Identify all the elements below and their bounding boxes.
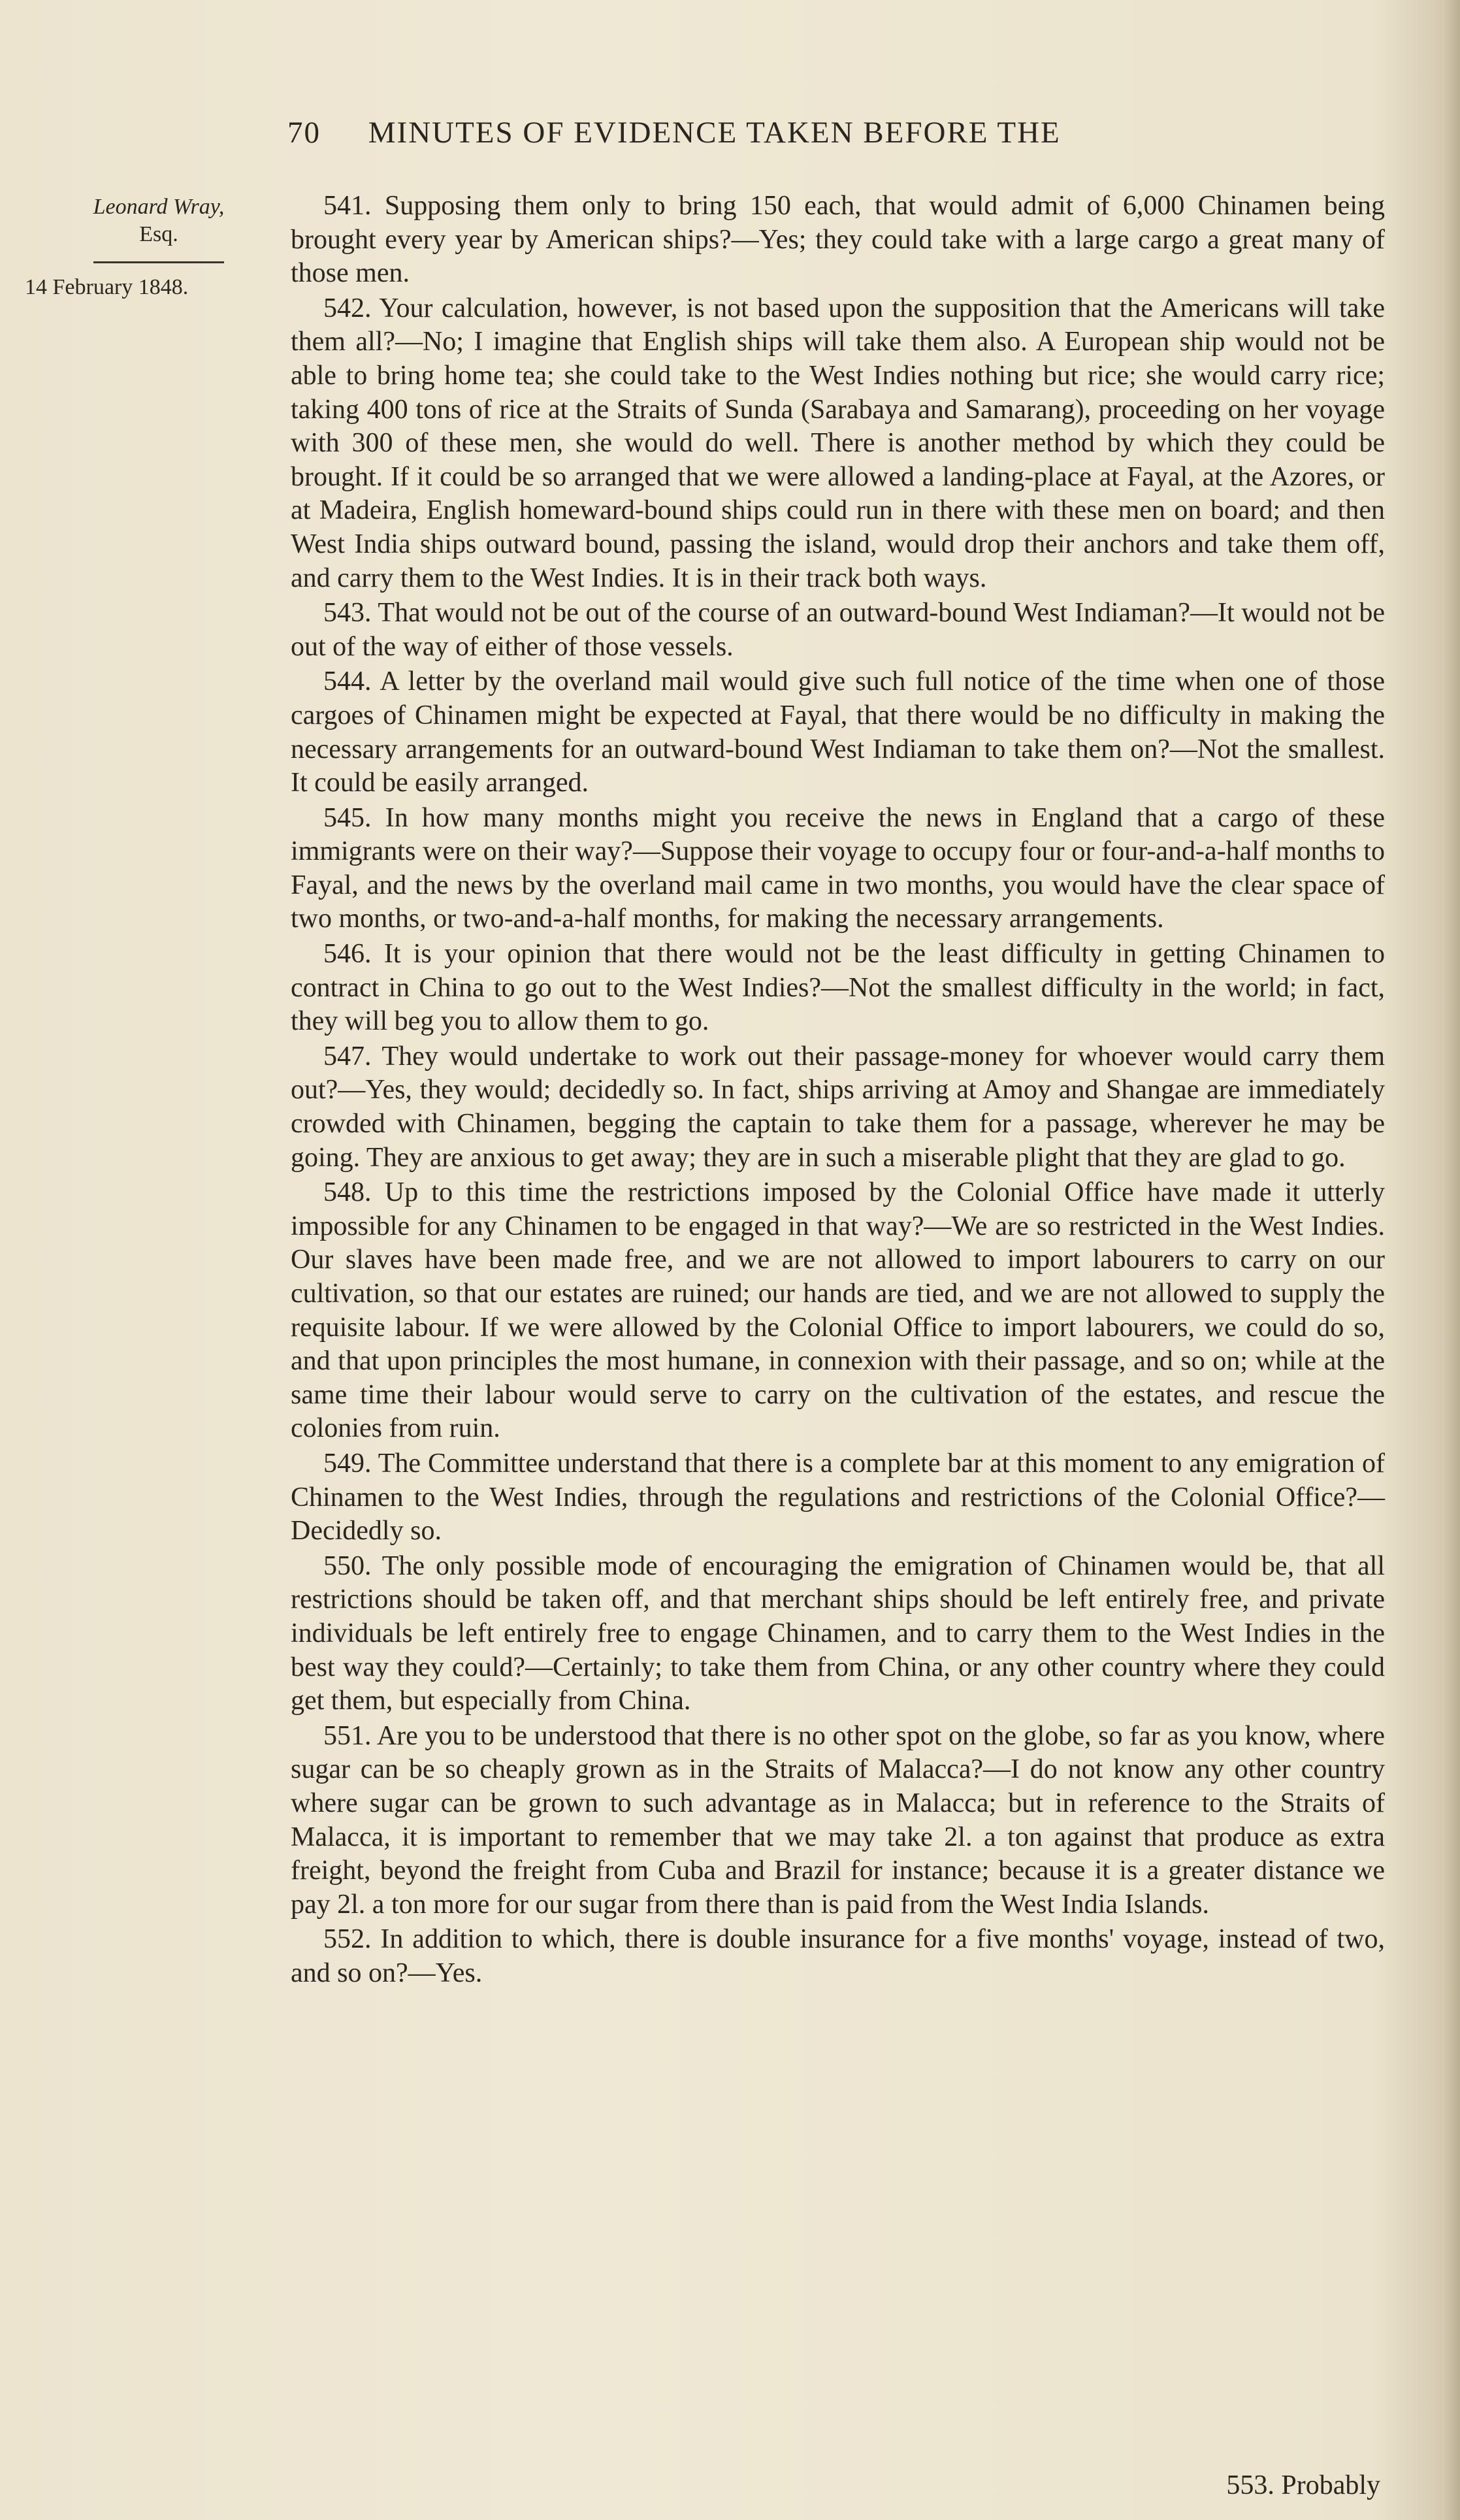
paragraph-text: Supposing them only to bring 150 each, that would admit of 6,000 Chinamen being brought every year by American ships?—Yes; they could take with a large cargo a great many of those men. [291,191,1385,289]
question-number: 546. [323,939,372,970]
paragraph-543 [291,597,1385,664]
question-number: 549. [323,1448,372,1479]
paragraph-552 [291,1923,1385,1990]
paragraph-541 [291,189,1385,291]
catchword: 553. Probably [1226,2470,1380,2500]
question-number: 552. [323,1924,372,1955]
margin-rule [93,261,224,263]
paragraph-text: It is your opinion that there would not be the least difficulty in getting Chinamen to contract in China to go out to the West Indies?—Not the smallest difficulty in the world; in fact, they will beg you to allow them to go. [291,939,1386,1037]
question-number: 543. [323,598,372,629]
page-title: MINUTES OF EVIDENCE TAKEN BEFORE THE [368,116,1061,150]
page-edge [1442,0,1460,2520]
paragraph-text: The Committee understand that there is a complete bar at this moment to any emigration of Chinamen to the West Indies, through the regulations and restrictions of the Colonial Office?—Decidedly so. [291,1448,1385,1546]
paragraph-542 [291,292,1385,595]
evidence-date: 14 February 1848. [25,275,189,299]
paragraph-text: Are you to be understood that there is no other spot on the globe, so far as you know, where sugar can be so cheaply grown as in the Straits of Malacca?—I do not know any other country where sugar can be grown to such advantage as in Malacca; but in reference to the Straits of Malacca, it is important to remember that we may take 2l. a ton against that produce as extra freight, beyond the freight from Cuba and Brazil for instance; because it is a greater distance we pay 2l. a ton more for our sugar from there than is paid from the West India Islands. [291,1720,1385,1920]
paragraph-text: That would not be out of the course of an outward-bound West Indiaman?—It would not be out of the way of either of those vessels. [291,598,1385,662]
question-number: 550. [323,1550,372,1581]
paragraph-text: Up to this time the restrictions imposed by the Colonial Office have made it utterly impossible for any Chinamen to be engaged in that way?—We are so restricted in the West Indies. Our slaves have been made free, and we are not allowed to import labourers to carry on our cultivation, so that our estates are ruined; our hands are tied, and we are not allowed to supply the requisite labour. If we were allowed by the Colonial Office to import labourers, we could do so, and that upon principles the most humane, in connexion with their passage, and so on; while at the same time their labour would serve to carry on the cultivation of the estates, and rescue the colonies from ruin. [291,1177,1386,1444]
page-number: 70 [287,116,321,150]
paragraph-text: In how many months might you receive the news in England that a cargo of these immigrants were on their way?—Suppose their voyage to occupy four or four-and-a-half months to Fayal, and the news by the overland mail came in two months, you would have the clear space of two months, or two-and-a-half months, for making the necessary arrangements. [291,802,1386,934]
paragraph-548 [291,1176,1385,1446]
body-text [291,189,1385,1991]
margin-note [25,193,293,301]
paragraph-549 [291,1447,1385,1548]
paragraph-546 [291,938,1385,1039]
paragraph-544 [291,665,1385,800]
question-number: 542. [323,293,372,323]
paragraph-547 [291,1040,1385,1175]
paragraph-text: In addition to which, there is double insurance for a five months' voyage, instead of two, and so on?—Yes. [291,1924,1385,1988]
question-number: 551. [323,1720,372,1751]
running-head [287,115,1235,150]
paragraph-545 [291,802,1385,936]
witness-title: Esq. [139,222,178,246]
witness-name: Leonard Wray, [93,195,225,219]
paragraph-text: They would undertake to work out their passage-money for whoever would carry them out?—Yes, they would; decidedly so. In fact, ships arriving at Amoy and Shangae are immediately crowded with Chinamen, begging the captain to take them for a passage, wherever he may be going. They are anxious to get away; they are in such a miserable plight that they are glad to go. [291,1041,1385,1173]
question-number: 541. [323,191,372,221]
paragraph-text: The only possible mode of encouraging the emigration of Chinamen would be, that all restrictions should be taken off, and that merchant ships should be left entirely free, and private individuals be left entirely free to engage Chinamen, and to carry them to the West Indies in the best way they could?—Certainly; to take them from China, or any other country where they could get them, but especially from China. [291,1550,1385,1716]
paragraph-text: A letter by the overland mail would give such full notice of the time when one of those cargoes of Chinamen might be expected at Fayal, that there would be no difficulty in making the necessary arrangements for an outward-bound West Indiaman to take them on?—Not the smallest. It could be easily arranged. [291,666,1385,798]
question-number: 548. [323,1177,372,1208]
paragraph-551 [291,1720,1385,1922]
paragraph-text: Your calculation, however, is not based upon the supposition that the Americans will take them all?—No; I imagine that English ships will take them also. A European ship would not be able to bring home tea; she could take to the West Indies nothing but rice; she would carry rice; taking 400 tons of rice at the Straits of Sunda (Sarabaya and Samarang), proceeding on her voyage with 300 of these men, she would do well. There is another method by which they could be brought. If it could be so arranged that we were allowed a landing-place at Fayal, at the Azores, or at Madeira, English homeward-bound ships could run in there with these men on board; and then West India ships outward bound, passing the island, would drop their anchors and take them off, and carry them to the West Indies. It is in their track both ways. [291,293,1385,593]
question-number: 545. [323,802,372,833]
paragraph-550 [291,1550,1385,1718]
question-number: 547. [323,1041,372,1072]
question-number: 544. [323,666,372,697]
